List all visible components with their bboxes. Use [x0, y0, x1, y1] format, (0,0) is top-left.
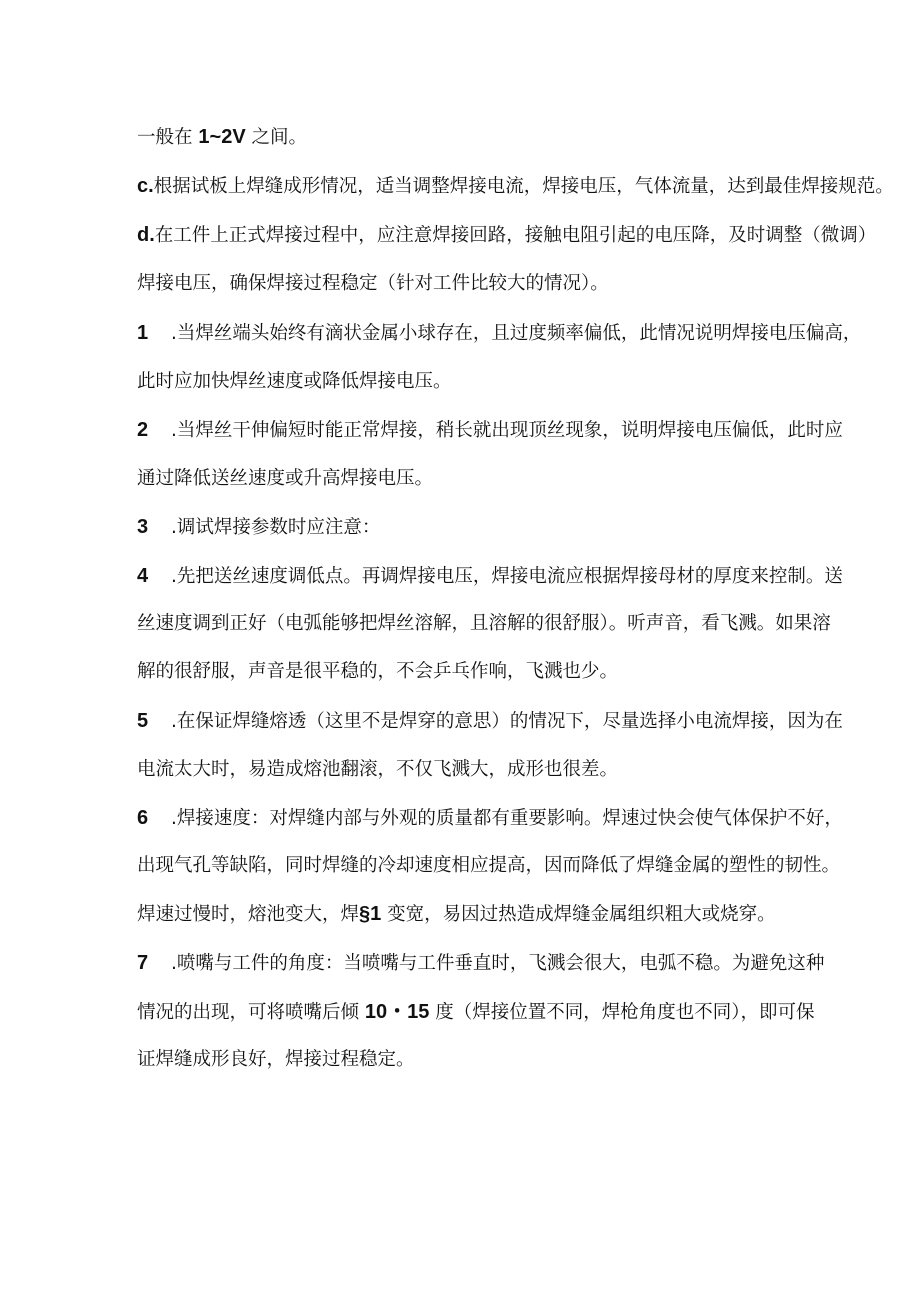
item-2-line1 — [137, 418, 843, 443]
item-7-line1 — [137, 951, 824, 976]
item-d-line2: 焊接电压，确保焊接过程稳定（针对工件比较大的情况）。 — [137, 273, 609, 294]
item-number: 7 — [137, 952, 149, 974]
item-number: 2 — [137, 419, 149, 441]
item-text: .调试焊接参数时应注意： — [171, 517, 381, 538]
item-d-line1 — [137, 223, 876, 248]
item-text: 根据试板上焊缝成形情况，适当调整焊接电流，焊接电压，气体流量，达到最佳焊接规范。 — [153, 176, 894, 197]
line-voltage-range — [137, 125, 307, 150]
item-7-line3: 证焊缝成形良好，焊接过程稳定。 — [137, 1049, 415, 1070]
item-1-line1 — [137, 321, 861, 346]
item-text: .焊接速度：对焊缝内部与外观的质量都有重要影响。焊速过快会使气体保护不好， — [171, 808, 843, 829]
text: 情况的出现，可将喷嘴后倾 — [137, 1002, 365, 1023]
item-5-line1 — [137, 709, 843, 734]
item-number: 4 — [137, 565, 149, 587]
item-text: .当焊丝端头始终有滴状金属小球存在，且过度频率偏低，此情况说明焊接电压偏高， — [171, 323, 862, 344]
bold-glyph: §1 — [359, 903, 382, 925]
item-marker: d. — [137, 224, 155, 246]
text: 度（焊接位置不同，焊枪角度也不同），即可保 — [429, 1002, 815, 1023]
text: 变宽，易因过热造成焊缝金属组织粗大或烧穿。 — [381, 904, 776, 925]
item-text: 在工件上正式焊接过程中，应注意焊接回路，接触电阻引起的电压降，及时调整（微调） — [154, 225, 877, 246]
text: 之间。 — [245, 127, 308, 148]
item-1-line2: 此时应加快焊丝速度或降低焊接电压。 — [137, 371, 452, 392]
item-number: 6 — [137, 807, 149, 829]
text: 焊速过慢时，熔池变大，焊 — [137, 904, 360, 925]
item-number: 3 — [137, 516, 149, 538]
item-5-line2: 电流太大时，易造成熔池翻滚，不仅飞溅大，成形也很差。 — [137, 759, 619, 780]
item-7-line2 — [137, 1000, 815, 1025]
item-2-line2: 通过降低送丝速度或升高焊接电压。 — [137, 468, 434, 489]
text: 一般在 — [137, 127, 199, 148]
item-number: 1 — [137, 322, 149, 344]
item-6-line1 — [137, 806, 843, 831]
item-4-line2: 丝速度调到正好（电弧能够把焊丝溶解，且溶解的很舒服）。听声音，看飞溅。如果溶 — [137, 613, 831, 634]
item-text: .先把送丝速度调低点。再调焊接电压，焊接电流应根据焊接母材的厚度来控制。送 — [171, 566, 843, 587]
bold-value: 1~2V — [198, 126, 246, 148]
item-6-line2: 出现气孔等缺陷，同时焊缝的冷却速度相应提高，因而降低了焊缝金属的塑性的韧性。 — [137, 855, 841, 876]
item-3-line1 — [137, 515, 380, 540]
item-number: 5 — [137, 710, 149, 732]
item-6-line3 — [137, 902, 776, 927]
item-c — [137, 174, 894, 199]
item-text: .在保证焊缝熔透（这里不是焊穿的意思）的情况下，尽量选择小电流焊接，因为在 — [171, 711, 843, 732]
item-text: .喷嘴与工件的角度：当喷嘴与工件垂直时，飞溅会很大，电弧不稳。为避免这种 — [171, 953, 825, 974]
item-marker: c. — [137, 175, 154, 197]
item-text: .当焊丝干伸偏短时能正常焊接，稍长就出现顶丝现象，说明焊接电压偏低，此时应 — [171, 420, 843, 441]
bold-value: 10・15 — [364, 1001, 430, 1023]
item-4-line1 — [137, 564, 843, 589]
item-4-line3: 解的很舒服，声音是很平稳的，不会乒乓作响，飞溅也少。 — [137, 661, 619, 682]
